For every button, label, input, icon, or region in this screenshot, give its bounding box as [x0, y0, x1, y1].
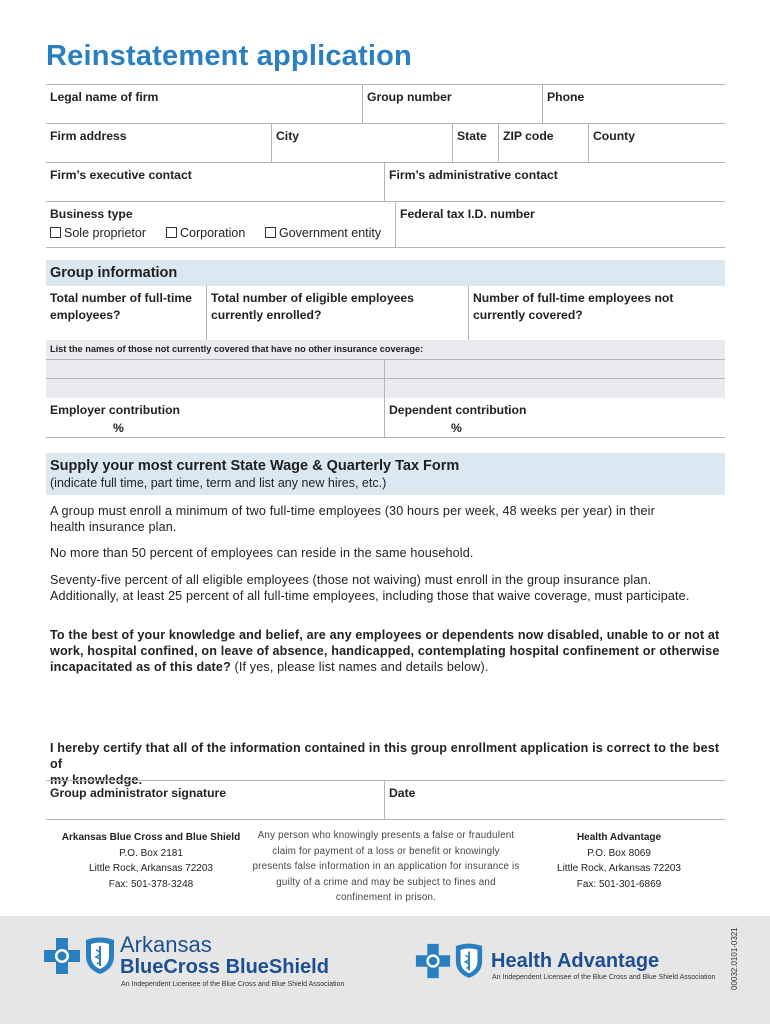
- firm-info-form: [46, 84, 725, 248]
- abcbs-name: Arkansas Blue Cross and Blue Shield: [61, 832, 241, 843]
- divider: [46, 378, 725, 379]
- zip-label: ZIP code: [503, 129, 554, 143]
- eligible-enrolled-label: [211, 290, 414, 324]
- abcbs-logo-sub: An Independent Licensee of the Blue Cross and Blue Shield Association: [121, 981, 345, 988]
- group-info-form: [46, 286, 725, 340]
- text-line: my knowledge.: [50, 773, 143, 787]
- dependent-percent-sign: %: [451, 421, 462, 435]
- date-field[interactable]: [384, 781, 725, 819]
- blue-cross-icon: [42, 936, 82, 976]
- group-info-header: [46, 260, 725, 286]
- not-covered-field[interactable]: [468, 286, 725, 340]
- ha-logo-sub: An Independent Licensee of the Blue Cross and Blue Shield Association: [492, 974, 716, 981]
- checkbox[interactable]: [166, 227, 177, 238]
- text-line: A group must enroll a minimum of two full-time employees (30 hours per week, 48 weeks per year) in their: [50, 504, 655, 518]
- blue-shield-icon: [84, 936, 116, 976]
- full-time-count-field[interactable]: [46, 286, 206, 340]
- page-title: Reinstatement application: [46, 40, 412, 72]
- city-label: City: [276, 129, 300, 143]
- ha-address: [530, 830, 708, 892]
- legal-name-field[interactable]: [46, 85, 362, 123]
- group-number-label: Group number: [367, 90, 452, 104]
- phone-field[interactable]: [542, 85, 725, 123]
- row-firm-address: [46, 123, 725, 162]
- ha-city: Little Rock, Arkansas 72203: [557, 863, 681, 874]
- ha-name: Health Advantage: [576, 832, 662, 843]
- employer-contribution-field[interactable]: [46, 398, 384, 437]
- abcbs-logo-line1: Arkansas: [120, 932, 212, 957]
- date-label: Date: [389, 786, 416, 800]
- full-time-count-label: [50, 290, 192, 324]
- abcbs-logo-line2: BlueCross BlueShield: [120, 956, 329, 978]
- business-type-field: [46, 202, 395, 247]
- ha-fax: Fax: 501-301-6869: [576, 878, 662, 890]
- text-line: incapacitated as of this date?: [50, 660, 231, 674]
- exec-contact-field[interactable]: [46, 163, 384, 201]
- ha-box: P.O. Box 8069: [587, 847, 651, 859]
- label-line: employees?: [50, 308, 121, 322]
- logo-bar: [0, 916, 770, 1024]
- divider: [46, 359, 725, 360]
- employer-contribution-label: Employer contribution: [50, 403, 181, 417]
- legal-name-label: Legal name of firm: [50, 90, 159, 104]
- option-label: Sole proprietor: [64, 226, 146, 240]
- wage-form-header: [46, 453, 725, 495]
- text-line: Additionally, at least 25 percent of all full-time employees, including those that waive coverage, must participate.: [50, 589, 690, 603]
- disability-question: [50, 627, 730, 675]
- row-contributions: [46, 398, 725, 438]
- signature-field[interactable]: [46, 781, 384, 819]
- uncovered-list-area[interactable]: [46, 340, 725, 398]
- tax-id-label: Federal tax I.D. number: [400, 207, 535, 221]
- group-info-heading: Group information: [50, 265, 178, 281]
- zip-field[interactable]: [498, 124, 588, 162]
- business-type-label: Business type: [50, 207, 133, 221]
- firm-address-field[interactable]: [46, 124, 271, 162]
- signature-label: Group administrator signature: [50, 786, 227, 800]
- option-sole-proprietor[interactable]: [50, 226, 146, 240]
- signature-form: [46, 780, 725, 820]
- option-government-entity[interactable]: [265, 226, 381, 240]
- county-label: County: [593, 129, 635, 143]
- group-number-field[interactable]: [362, 85, 542, 123]
- tax-id-field[interactable]: [395, 202, 725, 247]
- state-field[interactable]: [452, 124, 498, 162]
- contribution-form: [46, 398, 725, 438]
- checkbox[interactable]: [50, 227, 61, 238]
- blue-shield-icon: [454, 942, 484, 980]
- eligible-enrolled-field[interactable]: [206, 286, 468, 340]
- employer-percent-sign: %: [113, 421, 124, 435]
- text-line: To the best of your knowledge and belief, are any employees or dependents now disabled, unable to or not at: [50, 628, 720, 642]
- text-line: health insurance plan.: [50, 520, 177, 534]
- text-line: No more than 50 percent of employees can reside in the same household.: [50, 546, 474, 560]
- abcbs-fax: Fax: 501-378-3248: [108, 878, 194, 890]
- ha-logo-name: Health Advantage: [491, 950, 660, 972]
- participation-paragraph: [50, 572, 730, 604]
- text-line: Seventy-five percent of all eligible employees (those not waiving) must enroll in the group insurance plan.: [50, 573, 652, 587]
- row-firm-name: [46, 84, 725, 123]
- row-business-type: [46, 201, 725, 248]
- label-line: currently covered?: [473, 308, 583, 322]
- abcbs-box: P.O. Box 2181: [119, 847, 183, 859]
- text-line: work, hospital confined, on leave of absence, handicapped, contemplating hospital confinement or otherwise: [50, 644, 720, 658]
- row-signature: [46, 780, 725, 820]
- blue-cross-icon: [414, 942, 452, 980]
- wage-form-heading: Supply your most current State Wage & Quarterly Tax Form: [50, 458, 460, 474]
- form-code: 00032.0101-0321: [730, 927, 739, 990]
- option-label: Government entity: [279, 226, 382, 240]
- admin-contact-label: Firm’s administrative contact: [389, 168, 558, 182]
- household-paragraph: [50, 545, 730, 561]
- not-covered-label: [473, 290, 673, 324]
- row-employee-counts: [46, 286, 725, 340]
- abcbs-city: Little Rock, Arkansas 72203: [89, 863, 213, 874]
- label-line: Number of full-time employees not: [473, 291, 674, 305]
- county-field[interactable]: [588, 124, 725, 162]
- min-enrollment-paragraph: [50, 503, 730, 535]
- option-label: Corporation: [180, 226, 246, 240]
- admin-contact-field[interactable]: [384, 163, 725, 201]
- firm-address-label: Firm address: [50, 129, 127, 143]
- row-contacts: [46, 162, 725, 201]
- dependent-contribution-field[interactable]: [384, 398, 725, 437]
- fraud-disclaimer: Any person who knowingly presents a false or fraudulent claim for payment of a loss or benefit or knowingly presents false information in an application for insurance is guilty of a crime and may be subject to fines and confinement in prison.: [252, 830, 520, 903]
- city-field[interactable]: [271, 124, 452, 162]
- label-line: Total number of full-time: [50, 291, 192, 305]
- exec-contact-label: Firm’s executive contact: [50, 168, 192, 182]
- state-label: State: [457, 129, 487, 143]
- text-line: I hereby certify that all of the information contained in this group enrollment application is correct to the best of: [50, 741, 720, 771]
- abcbs-address: [56, 830, 246, 892]
- label-line: Total number of eligible employees: [211, 291, 414, 305]
- wage-form-subheading: (indicate full time, part time, term and list any new hires, etc.): [50, 476, 387, 490]
- uncovered-list-label: List the names of those not currently covered that have no other insurance coverage:: [50, 344, 424, 354]
- phone-label: Phone: [547, 90, 585, 104]
- checkbox[interactable]: [265, 227, 276, 238]
- text-line: (If yes, please list names and details below).: [230, 660, 489, 674]
- divider: [384, 359, 385, 398]
- dependent-contribution-label: Dependent contribution: [389, 403, 527, 417]
- label-line: currently enrolled?: [211, 308, 322, 322]
- option-corporation[interactable]: [166, 226, 245, 240]
